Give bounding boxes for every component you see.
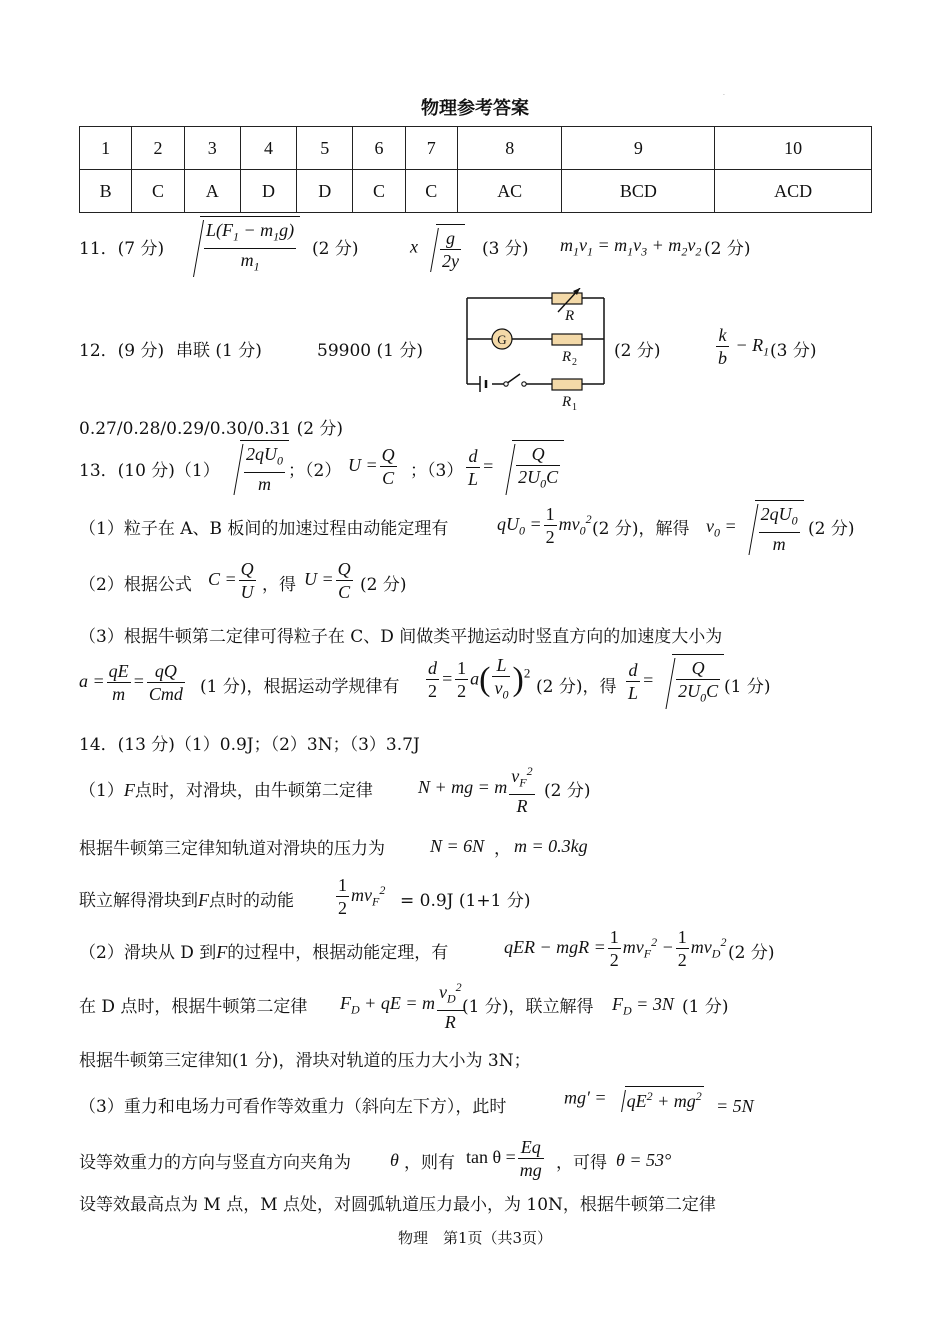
q13-step-3-result: $\frac{d}{L}$ = $\frac{Q}{2U_0C}$ [624, 654, 724, 709]
q14-line-2: 根据牛顿第三定律知轨道对滑块的压力为 [79, 839, 385, 859]
table-cell: BCD [562, 170, 715, 213]
q14-line-1-mid: 点时，对滑块，由牛顿第二定律 [134, 781, 373, 801]
q14-line-5-text: 在 D 点时，根据牛顿第二定律 [79, 997, 308, 1017]
q12-label: 12．(9 分) [79, 341, 165, 361]
q13-sep-2: ；（2） [288, 461, 342, 481]
q13-step-1-eq: $qU_0$ = $\frac{1}{2}$ $mv_0^2$ [497, 504, 592, 547]
q11-formula-3: $m_1v_1 = m_1v_3 + m_2v_2$ [560, 235, 702, 259]
q13-step-2-mid: ，得 [262, 575, 296, 595]
q13-sep-3: ；（3） [410, 461, 464, 481]
q13-label: 13．(10 分)（1） [79, 461, 220, 481]
q13-step-2-text: （2）根据公式 [79, 575, 192, 595]
label-r2: R [562, 349, 572, 365]
page-title: 物理参考答案 [421, 98, 529, 119]
q11-points-1: (2 分) [312, 239, 359, 259]
q14-line-9: 设等效最高点为 M 点，M 点处，对圆弧轨道压力最小，为 10N，根据牛顿第二定律 [79, 1195, 716, 1215]
table-cell: 4 [240, 127, 296, 170]
q13-step-3-eq1: a = $\frac{qE}{m}$ = $\frac{qQ}{\text{Cmd}}$ [79, 661, 183, 704]
q13-step-1-mid: (2 分)，解得 [592, 519, 690, 539]
q13-step-3-eq2: $\frac{d}{2}$ = $\frac{1}{2}$ a( $\frac{L}{v_0}$ )$^2$ [428, 655, 531, 702]
q14-line-5-result: $F_D = 3N$ [612, 994, 674, 1018]
q13-step-3-text: （3）根据牛顿第二定律可得粒子在 C、D 间做类平抛运动时竖直方向的加速度大小为 [79, 627, 723, 647]
label-r1: R [562, 394, 572, 410]
q13-step-3-end: (1 分) [724, 677, 771, 697]
q14-line-3-eq: $\frac{1}{2}$ $mv_F^2$ [338, 875, 386, 918]
table-cell: AC [457, 170, 562, 213]
galvanometer-label: G [497, 332, 507, 347]
table-cell: A [184, 170, 240, 213]
table-cell: 3 [184, 127, 240, 170]
q14-line-1-f: F [123, 780, 135, 800]
q14-line-6: 根据牛顿第三定律知(1 分)，滑块对轨道的压力大小为 3N； [79, 1051, 531, 1071]
q14-line-7-text: （3）重力和电场力可看作等效重力（斜向左下方），此时 [79, 1097, 507, 1117]
table-cell: 7 [405, 127, 457, 170]
q13-summary-1: $\frac{2qU_0}{m}$ [222, 440, 289, 495]
q14-line-2-eq2: m = 0.3kg [514, 836, 588, 856]
q13-step-1-end: (2 分) [808, 519, 855, 539]
q14-line-2-eq1: N = 6N [430, 836, 485, 856]
q11-points-3: (2 分) [704, 239, 751, 259]
table-cell: 1 [80, 127, 132, 170]
q12-points-3: (2 分) [614, 341, 661, 361]
q14-line-1-end: (2 分) [544, 781, 591, 801]
q14-line-3-end: = 0.9J (1+1 分) [400, 891, 531, 911]
q14-line-7-eq: $mg' = qE^2 + mg^2$ [564, 1087, 702, 1111]
table-cell: 10 [715, 127, 872, 170]
table-cell: C [132, 170, 184, 213]
q14-line-5-end: (1 分) [682, 997, 729, 1017]
q14-line-3-mid: 点时的动能 [209, 891, 294, 911]
label-r1-sub: 1 [572, 402, 577, 413]
q13-step-3-mid2: (2 分)，得 [536, 677, 617, 697]
table-cell: 8 [457, 127, 562, 170]
q14-line-3 [79, 886, 294, 911]
table-cell: D [240, 170, 296, 213]
q14-line-8-end: θ = 53° [616, 1150, 672, 1170]
q14-label: 14．(13 分)（1）0.9J；（2）3N；（3）3.7J [79, 735, 420, 755]
q14-line-1-eq: N + mg = m $\frac{v_F^2}{R}$ [418, 760, 537, 817]
table-cell: B [80, 170, 132, 213]
q14-line-1-pre: （1） [79, 781, 124, 801]
table-cell: C [353, 170, 405, 213]
q14-line-5-eq: $F_D$ + qE = m $\frac{v_D^2}{R}$ [340, 976, 466, 1033]
q12-formula: $\frac{k}{b}$ − $R_1$ [718, 325, 770, 368]
q13-step-1-result: $v_0$ = $\frac{2qU_0}{m}$ [706, 500, 804, 555]
q13-step-2-eq2: U = $\frac{Q}{C}$ [304, 559, 351, 602]
q14-line-1 [79, 776, 373, 801]
resistor-r1 [552, 379, 582, 390]
table-cell: 5 [297, 127, 353, 170]
table-cell: ACD [715, 170, 872, 213]
switch-contact [522, 382, 526, 386]
scan-dot: · [723, 92, 725, 99]
q14-line-3-f: F [198, 890, 209, 910]
table-cell: D [297, 170, 353, 213]
answer-table [79, 126, 872, 213]
table-row-answers [80, 170, 872, 213]
q12-extra: 0.27/0.28/0.29/0.30/0.31 (2 分) [79, 419, 344, 439]
q14-line-4-pre: （2）滑块从 D 到 [79, 943, 217, 963]
table-cell: 2 [132, 127, 184, 170]
q12-answer-2: 59900 (1 分) [317, 341, 423, 361]
q11-formula-2: x $\frac{g}{2y}$ [410, 224, 465, 272]
q13-step-1-text: （1）粒子在 A、B 板间的加速过程由动能定理有 [79, 519, 449, 539]
table-cell: 6 [353, 127, 405, 170]
q13-summary-3: $\frac{d}{L}$ = $\frac{Q}{2U_0C}$ [464, 440, 564, 495]
q12-answer-1: 串联 (1 分) [176, 341, 262, 361]
q14-line-2-sep: ， [494, 839, 511, 859]
q13-step-3-mid: (1 分)，根据运动学规律有 [200, 677, 400, 697]
q14-line-4 [79, 938, 448, 963]
switch-pivot [504, 382, 508, 386]
q13-summary-2: U = $\frac{Q}{C}$ [348, 445, 395, 488]
q13-step-2-end: (2 分) [360, 575, 407, 595]
q14-line-8-mid2: ，可得 [556, 1153, 607, 1173]
circuit-diagram [462, 288, 612, 414]
q14-line-4-mid: 的过程中，根据动能定理，有 [227, 943, 449, 963]
q12-points-4: (3 分) [770, 341, 817, 361]
q11-points-2: (3 分) [482, 239, 529, 259]
label-r2-sub: 2 [572, 357, 577, 368]
q11-formula-1: $\frac{L(F_1 - m_1g)}{m_1}$ [182, 216, 300, 277]
table-row-numbers [80, 127, 872, 170]
q11-label: 11．(7 分) [79, 239, 165, 259]
q14-line-7-end: = 5N [716, 1096, 754, 1116]
table-cell: 9 [562, 127, 715, 170]
q14-line-5-mid: (1 分)，联立解得 [462, 997, 594, 1017]
q14-line-8-text: 设等效重力的方向与竖直方向夹角为 [79, 1153, 351, 1173]
q14-line-8-theta: θ [390, 1150, 399, 1170]
q14-line-8-eq: tan θ = $\frac{Eq}{mg}$ [466, 1137, 542, 1180]
q14-line-4-end: (2 分) [728, 943, 775, 963]
q13-step-2-eq1: C = $\frac{Q}{U}$ [208, 559, 254, 602]
q14-line-4-f: F [216, 942, 228, 962]
page-footer: 物理 第1页（共3页） [397, 1229, 553, 1247]
q14-line-3-pre: 联立解得滑块到 [79, 891, 198, 911]
q14-line-8-mid: ，则有 [404, 1153, 455, 1173]
resistor-r2 [552, 334, 582, 345]
q14-line-4-eq: qER − mgR = $\frac{1}{2}$ $mv_F^2$ − $\frac{1}{2}$ $mv_D^2$ [504, 927, 727, 970]
label-r: R [565, 308, 575, 324]
table-cell: C [405, 170, 457, 213]
